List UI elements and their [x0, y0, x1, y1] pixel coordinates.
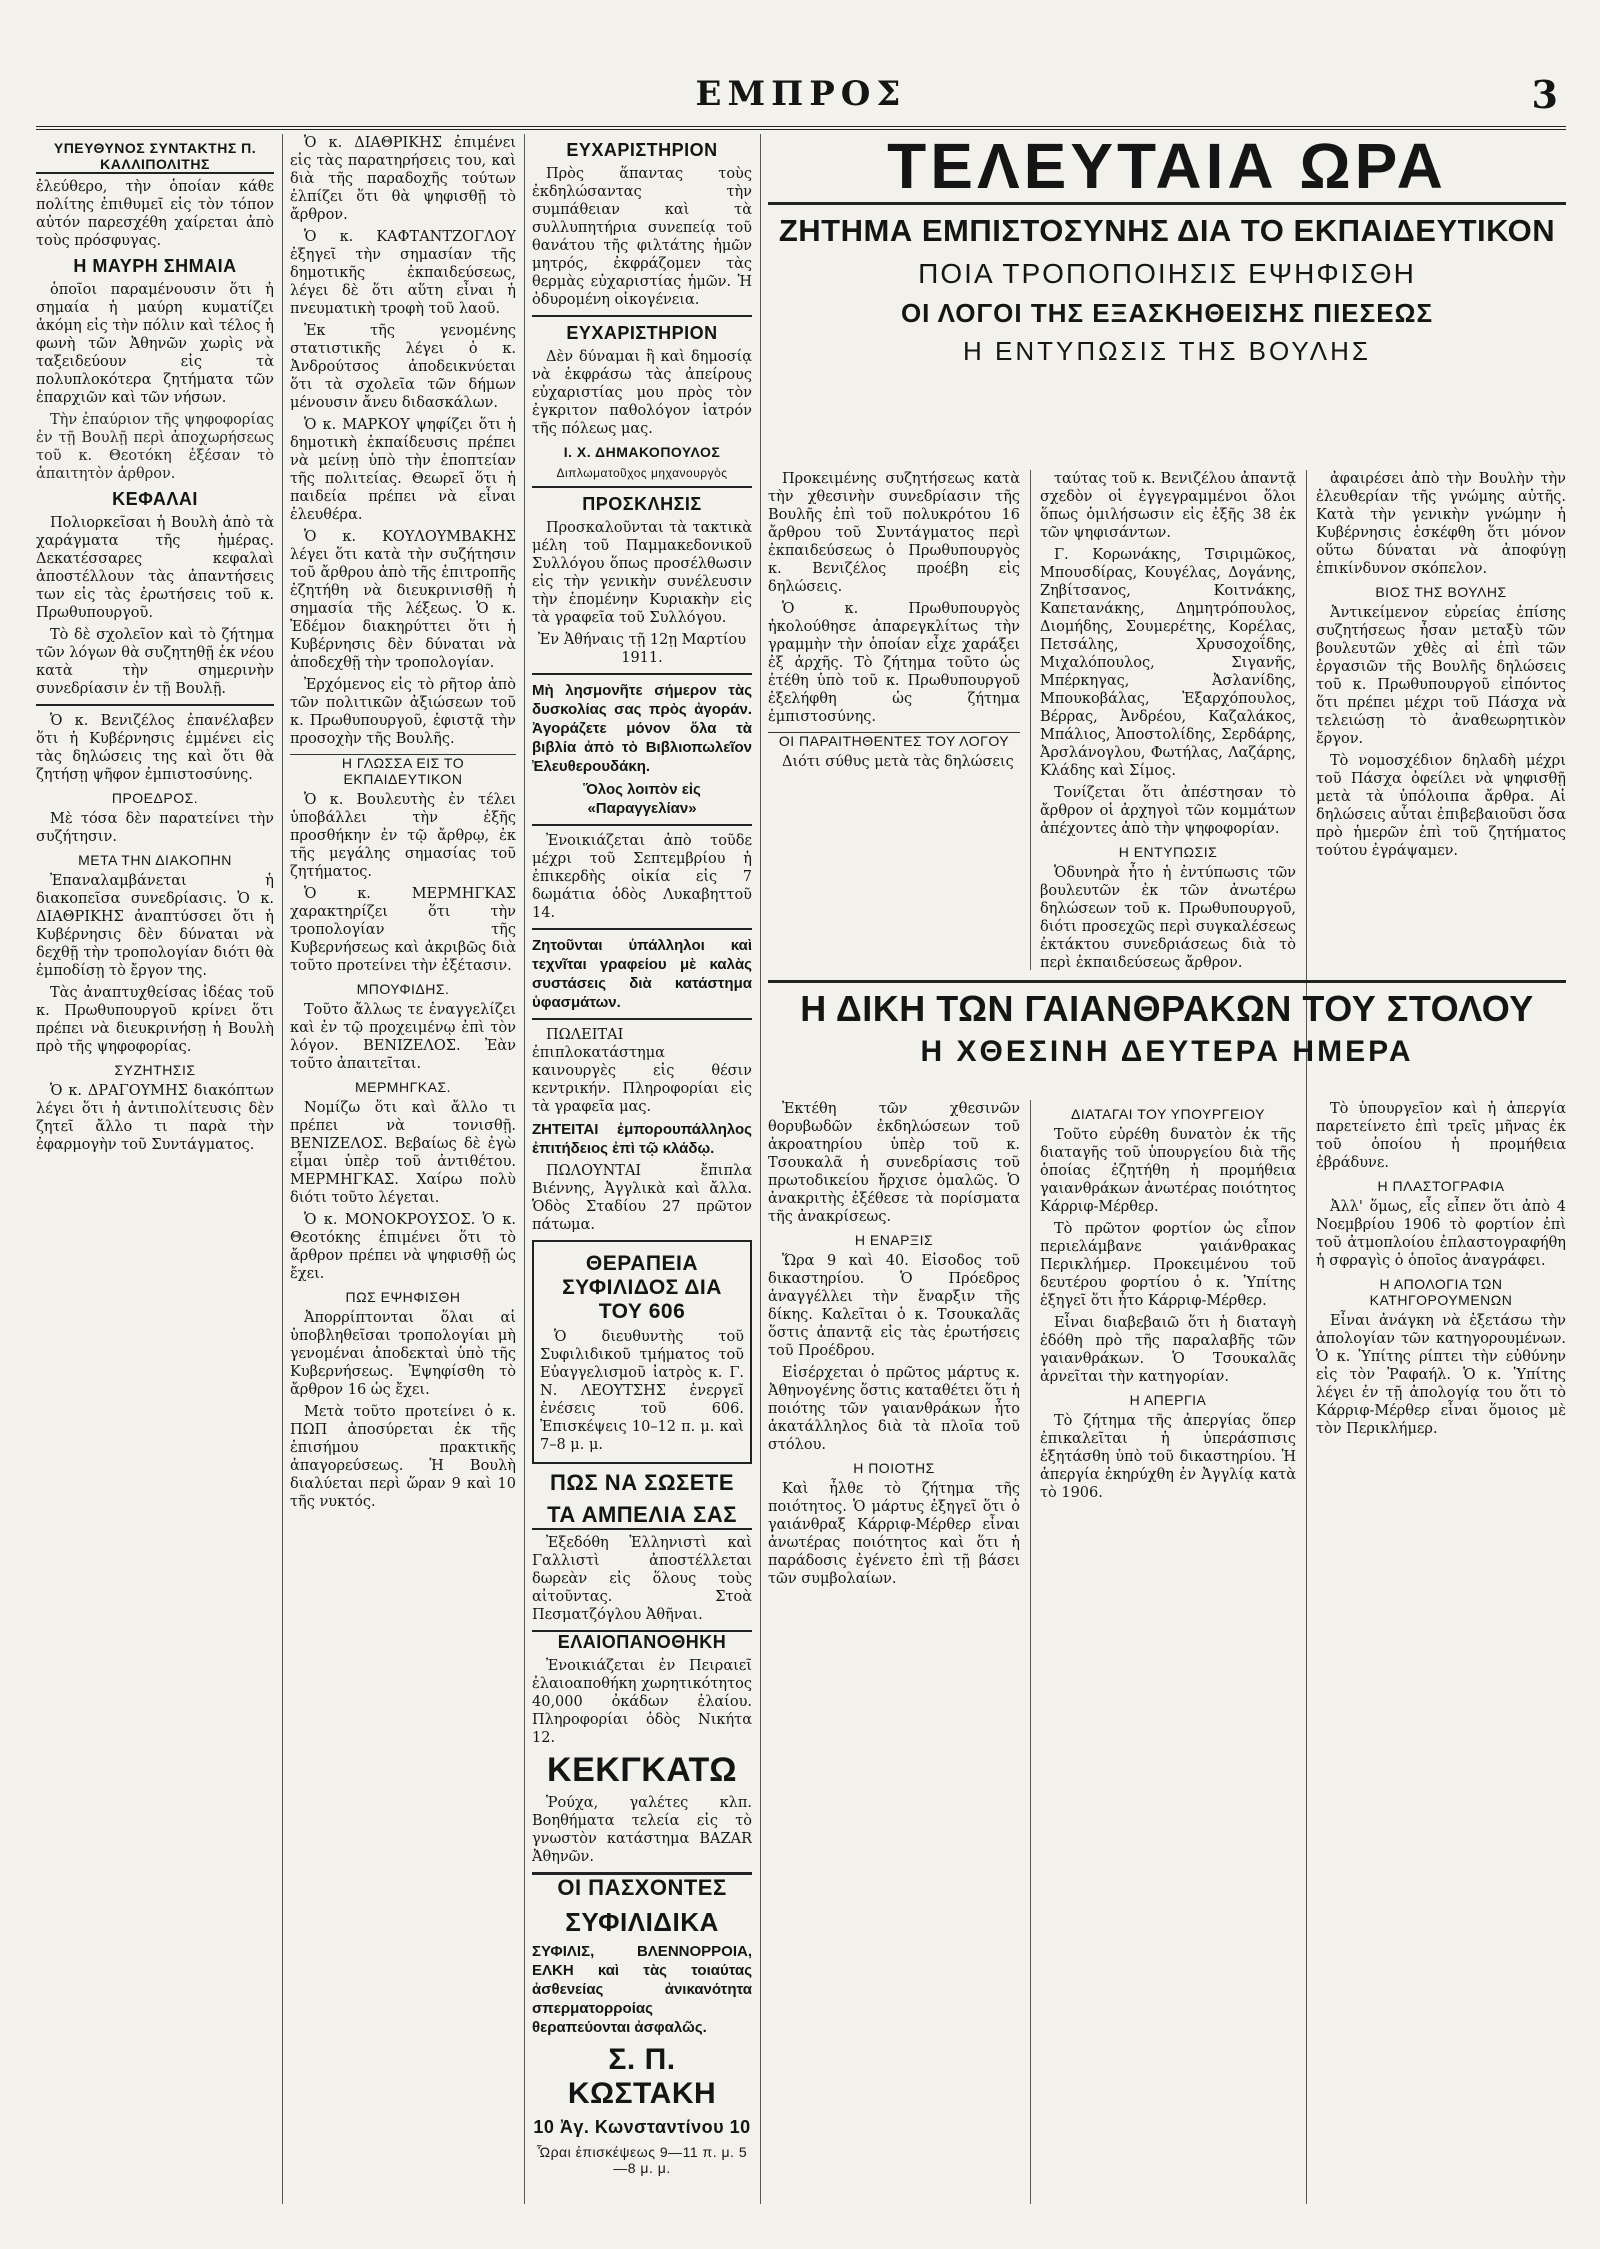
column-3-ads [532, 134, 752, 2204]
headline-last-hour: ΤΕΛΕΥΤΑΙΑ ΩΡΑ [768, 134, 1566, 205]
headline-coal-trial: Η ΔΙΚΗ ΤΩΝ ΓΑΙΑΝΘΡΑΚΩΝ ΤΟΥ ΣΤΟΛΟΥ [800, 988, 1534, 1029]
ad-text: Ζητοῦνται ὑπάλληλοι καὶ τεχνῖται γραφείου μὲ καλὰς συστάσεις διὰ κατάστημα ὑφασμάτων. [532, 937, 752, 1011]
column-rule [1030, 470, 1031, 970]
article-paragraph: Τονίζεται ὅτι ἀπέστησαν τὸ ἄρθρον οἱ ἀρχηγοὶ τῶν κομμάτων ἀπέχοντες ἀπὸ τὴν ψηφοφορίαν. [1040, 785, 1296, 837]
article-paragraph: Ἐρχόμενος εἰς τὸ ρῆτορ ἀπὸ τῶν πολιτικῶν ἀξιώσεων τοῦ κ. Πρωθυπουργοῦ, ἐφιστᾷ τὴν προσοχὴν τῆς Βουλῆς. [290, 677, 516, 747]
column-5 [1040, 470, 1296, 970]
notice-signature: Ι. Χ. ΔΗΜΑΚΟΠΟΥΛΟΣ [563, 444, 721, 460]
section-heading: ΚΕΦΑΛΑΙ [112, 489, 198, 509]
article-paragraph: Ἐκ τῆς γενομένης στατιστικῆς λέγει ὁ κ. Ἀνδρούτσος ἀποδεικνύεται ὅτι τὰ σχολεῖα τῶν δήμων μένουσιν ἄνευ διδασκάλων. [290, 323, 516, 411]
section-heading: Η ΠΛΑΣΤΟΓΡΑΦΙΑ [1377, 1178, 1505, 1194]
ad-heading: ΕΛΑΙΟΠΑΝΟΘΗΚΗ [532, 1630, 752, 1653]
article-paragraph: Πολιορκεῖσαι ἡ Βουλὴ ἀπὸ τὰ χαράγματα τῆς ἡμέρας. Δεκατέσσαρες κεφαλαὶ ἀποστέλλουν τὰς ἀπαντήσεις των εἰς τὰς ἐρωτήσεις τοῦ κ. Πρωθυπουργοῦ. [36, 515, 274, 621]
ad-heading: ΟΙ ΠΑΣΧΟΝΤΕΣ [532, 1872, 752, 1901]
notice-heading: ΕΥΧΑΡΙΣΤΗΡΙΟΝ [566, 323, 718, 343]
article-paragraph: Ὁ κ. ΚΑΦΤΑΝΤΖΟΓΛΟΥ ἐξηγεῖ τὴν σημασίαν τῆς δημοτικῆς ἐκπαιδεύσεως, λέγει δὲ ὅτι αὕτη εἶναι ἡ πνευματικὴ τροφὴ τοῦ λαοῦ. [290, 229, 516, 317]
section-heading: Η ΜΑΥΡΗ ΣΗΜΑΙΑ [73, 256, 237, 276]
article-paragraph: Τοῦτο εὑρέθη δυνατὸν ἐκ τῆς διαταγῆς τοῦ ὑπουργείου διὰ τῆς ὁποίας ἐζητήθη ἡ προμήθεια γαιανθράκων ἀνωτέρας ποιότητος Κάρριφ-Μέρθερ. [1040, 1127, 1296, 1215]
article-paragraph: Ὁδυνηρὰ ἦτο ἡ ἐντύπωσις τῶν βουλευτῶν ἐκ τῶν ἀνωτέρω δηλώσεων τοῦ κ. Πρωθυπουργοῦ, διότι προσεχῶς περὶ συγκαλέσεως ἐκτάκτου συνεδριάσεως διὰ τὸ περὶ ἐκπαιδεύσεως ἄρθρον. [1040, 865, 1296, 970]
notice-text: Πρὸς ἅπαντας τοὺς ἐκδηλώσαντας τὴν συμπάθειαν καὶ τὰ συλλυπητήρια συνεπείᾳ τοῦ θανάτου τῆς φιλτάτης ἡμῶν μητρός, ἐκφράζομεν τὰς θερμὰς εὐχαριστίας ἡμῶν. Ἡ ὀδυρομένη οἰκογένεια. [532, 166, 752, 308]
section-heading: ΔΙΑΤΑΓΑΙ ΤΟΥ ΥΠΟΥΡΓΕΙΟΥ [1071, 1106, 1265, 1122]
article-paragraph: ταύτας τοῦ κ. Βενιζέλου ἀπαντᾷ σχεδὸν οἱ ἐγγεγραμμένοι ὅλοι ὅπως ὁμιλήσωσιν εἰς ἐξῆς 38 ἐκ τῶν ψηφισάντων. [1040, 471, 1296, 541]
speaker-heading: ΠΡΟΕΔΡΟΣ. [111, 790, 199, 806]
ad-text: Ὅλος λοιπὸν εἰς «Παραγγελίαν» [583, 781, 701, 817]
column-rule [1306, 470, 1307, 2204]
last-hour-section [768, 130, 1566, 366]
section-heading: ΜΕΤΑ ΤΗΝ ΔΙΑΚΟΠΗΝ [78, 852, 232, 868]
article-paragraph: Ὁ κ. ΚΟΥΛΟΥΜΒΑΚΗΣ λέγει ὅτι κατὰ τὴν συζήτησιν τοῦ ἄρθρου ἀπὸ τῆς ἐπιτροπῆς ἐζητήθη νὰ διευκρινισθῇ ἡ σημασία τῆς λέξεως. Ὁ κ. Ἐδέμον διακηρύττει ὅτι ἡ Κυβέρνησις δὲν δύναται νὰ ἀποδεχθῇ τὴν τροπολογίαν. [290, 529, 516, 671]
article-paragraph: Τὸ πρῶτον φορτίον ὡς εἶπον περιελάμβανε γαιάνθρακας Περικλήμερ. Προκειμένου τοῦ δευτέρου φορτίου ὁ κ. Ὑπίτης ἐξηγεῖ ὅτι ἦτο Κάρριφ-Μέρθερ. [1040, 1221, 1296, 1309]
ad-text: Ἐνοικιάζεται ἀπὸ τοῦδε μέχρι τοῦ Σεπτεμβρίου ἡ ἐπικερδὴς οἰκία εἰς 7 δωμάτια ὁδὸς Λυκαβηττοῦ 14. [532, 833, 752, 921]
article-paragraph: Τὸ νομοσχέδιον δηλαδὴ μέχρι τοῦ Πάσχα ὀφείλει νὰ ψηφισθῇ μετὰ τὰ ὑπόλοιπα ἄρθρα. Αἱ δηλώσεις αὗται ἐπιβεβαιοῦσι ὅσα πρὸ ἡμερῶν ἐπὶ τοῦ ζητήματος τούτου ἐγράψαμεν. [1316, 753, 1566, 859]
masthead [36, 68, 1566, 130]
newspaper-name: ΕΜΠΡΟΣ [695, 74, 907, 114]
article-paragraph: Τὸ ζήτημα τῆς ἀπεργίας ὅπερ ἐπικαλεῖται ἡ ὑπεράσπισις ἐξητάσθη ὑπὸ τοῦ δικαστηρίου. Ἡ ἀπεργία ἐκηρύχθη ἐν Ἀγγλίᾳ κατὰ τὸ 1906. [1040, 1413, 1296, 1501]
column-rule [1030, 1100, 1031, 2204]
article-paragraph: Ἀντικείμενον εὐρείας ἐπίσης συζητήσεως ἦσαν μεταξὺ τῶν βουλευτῶν χθὲς αἱ ἐπὶ τῶν ἐργασιῶν τῆς Βουλῆς δηλώσεις τοῦ κ. Πρωθυπουργοῦ εἰπόντος ὅτι πρέπει μέχρι τοῦ Πάσχα νὰ τελειώσῃ τὸ ἀναθεωρητικὸν ἔργον. [1316, 605, 1566, 747]
section-heading: Η ΕΝΤΥΠΩΣΙΣ [1118, 844, 1218, 860]
notice-date: Ἐν Ἀθήναις τῇ 12ῃ Μαρτίου 1911. [537, 632, 747, 666]
ad-address: 10 Ἀγ. Κωνσταντίνου 10 [533, 2117, 751, 2137]
column-5-lower [1040, 1100, 1296, 2204]
headline-which-amendment: ΠΟΙΑ ΤΡΟΠΟΠΟΙΗΣΙΣ ΕΨΗΦΙΣΘΗ [918, 258, 1416, 289]
section-heading: ΒΙΟΣ ΤΗΣ ΒΟΥΛΗΣ [1375, 584, 1507, 600]
ad-heading: ΘΕΡΑΠΕΙΑ ΣΥΦΙΛΙΔΟΣ ΔΙΑ ΤΟΥ 606 [562, 1252, 722, 1323]
article-paragraph: Μετὰ τοῦτο προτείνει ὁ κ. ΠΩΠ ἀποσύρεται ἐκ τῆς ἐπισήμου πρακτικῆς ἀπαγορεύσεως. Ἡ Βουλὴ διαλύεται περὶ ὥραν 9 καὶ 10 τῆς νυκτός. [290, 1404, 516, 1510]
ad-hours: Ὧραι ἐπισκέψεως 9—11 π. μ. 5—8 μ. μ. [536, 2144, 748, 2176]
column-rule [282, 134, 283, 2204]
section-heading: Η ΑΠΕΡΓΙΑ [1129, 1392, 1207, 1408]
ad-text: ΠΩΛΕΙΤΑΙ ἐπιπλοκατάστημα καινουργὲς εἰς θέσιν κεντρικήν. Πληροφορίαι εἰς τὰ γραφεῖα μας. [532, 1027, 752, 1115]
article-paragraph: Μὲ τόσα δὲν παρατείνει τὴν συζήτησιν. [36, 811, 274, 845]
article-paragraph: Τὸ δὲ σχολεῖον καὶ τὸ ζήτημα τῶν λόγων θὰ συζητηθῇ ἐκ νέου κατὰ τὴν σημερινὴν συνεδρίασιν ἐν τῇ Βουλῇ. [36, 627, 274, 697]
article-paragraph: Ὁ κ. Πρωθυπουργὸς ἠκολούθησε ἀπαρεγκλίτως τὴν γραμμὴν τὴν ὁποίαν εἶχε χαράξει ἐξ ἀρχῆς. Τὸ ζήτημα τοῦτο ὡς ἐτέθη ὑπὸ τοῦ κ. Πρωθυπουργοῦ ἐξελήφθη ὡς ζήτημα ἐμπιστοσύνης. [768, 601, 1020, 725]
article-paragraph: Ὁ κ. ΔΡΑΓΟΥΜΗΣ διακόπτων λέγει ὅτι ἡ ἀντιπολίτευσις δὲν ζητεῖ ἄλλο τι παρὰ τὴν ἐφαρμογὴν τοῦ Συντάγματος. [36, 1083, 274, 1153]
article-paragraph: Ὁ κ. ΜΑΡΚΟΥ ψηφίζει ὅτι ἡ δημοτικὴ ἐκπαίδευσις πρέπει νὰ μείνῃ ὑπὸ τὴν ἐποπτείαν τῆς πολιτείας. Θεωρεῖ ὅτι ἡ παιδεία πρέπει νὰ εἶναι ἐλευθέρα. [290, 417, 516, 523]
ad-heading: Σ. Π. ΚΩΣΤΑΚΗ [567, 2043, 717, 2110]
article-paragraph: Τὴν ἐπαύριον τῆς ψηφοφορίας ἐν τῇ Βουλῇ περὶ ἀποχωρήσεως τοῦ κ. Θεοτόκη ἐξέσαν τὸ ἀπαιτητὸν ἀρθρον. [36, 412, 274, 482]
column-rule [524, 134, 525, 2204]
ad-heading: ΣΥΦΙΛΙΔΙΚΑ [565, 1907, 719, 1937]
article-paragraph: Τοῦτο ἄλλως τε ἐναγγελίζει καὶ ἐν τῷ προχειμένῳ ἐπὶ τὸν λόγον. ΒΕΝΙΖΕΛΟΣ. Ἐὰν τοῦτο ἀπαιτεῖται. [290, 1002, 516, 1072]
article-paragraph: Ὁ κ. ΔΙΑΘΡΙΚΗΣ ἐπιμένει εἰς τὰς παρατηρήσεις του, καὶ διὰ τῆς παραδοχῆς τούτων ἐλπίζει ὅτι θὰ ψηφισθῇ τὸ ἄρθρον. [290, 135, 516, 223]
page-number: 3 [1531, 72, 1558, 117]
article-paragraph: ἐλεύθερο, τὴν ὁποίαν κάθε πολίτης ἐπιθυμεῖ εἰς τὸν τόπον αὐτόν παρεσχέθη χαίρεται ἀπὸ τοὺς πρόσφυγας. [36, 179, 274, 249]
column-4-lower [768, 1100, 1020, 2204]
article-paragraph: Εἶναι ἀνάγκη νὰ ἐξετάσω τὴν ἀπολογίαν τῶν κατηγορουμένων. Ὁ κ. Ὑπίτης ρίπτει τὴν εὐθύνην εἰς τὸν Ῥαφαήλ. Ὁ κ. Ὑπίτης λέγει ἐν τῇ ἀπολογίᾳ του ὅτι τὸ Κάρριφ-Μέρθερ εἶναι ὅμοιος μὲ τὸν Περικλήμερ. [1316, 1313, 1566, 1437]
ad-heading: ΠΩΣ ΝΑ ΣΩΣΕΤΕ [549, 1470, 735, 1495]
notice-signature-title: Διπλωματοῦχος μηχανουργὸς [556, 466, 728, 480]
ad-heading: ΤΑ ΑΜΠΕΛΙΑ ΣΑΣ [532, 1502, 752, 1530]
divider [532, 928, 752, 930]
article-paragraph: Ἐκτέθη τῶν χθεσινῶν θορυβωδῶν ἐκδηλώσεων τοῦ ἀκροατηρίου ὑπὲρ τοῦ κ. Τσουκαλᾶ ἡ συνεδρίασις τοῦ πρωτοδικείου ἤρχισε ὁμαλῶς. Ὁ ἀνακριτὴς ἐξέθεσε τὰ πορίσματα τῆς ἀνακρίσεως. [768, 1101, 1020, 1225]
ad-text: ΖΗΤΕΙΤΑΙ ἐμπορουπάλληλος ἐπιτήδειος ἐπὶ τῷ κλάδῳ. [532, 1121, 752, 1157]
ad-box [532, 1240, 752, 1464]
section-heading: ΟΙ ΠΑΡΑΙΤΗΘΕΝΤΕΣ ΤΟΥ ΛΟΓΟΥ [768, 732, 1020, 749]
ad-text: ΠΩΛΟΥΝΤΑΙ ἔπιπλα Βιέννης, Ἀγγλικὰ καὶ ἄλλα. Ὁδὸς Σταδίου 27 πρῶτον πάτωμα. [532, 1163, 752, 1233]
speaker-heading: ΜΕΡΜΗΓΚΑΣ. [354, 1079, 452, 1095]
section-heading: Η ΑΠΟΛΟΓΙΑ ΤΩΝ ΚΑΤΗΓΟΡΟΥΜΕΝΩΝ [1369, 1276, 1513, 1308]
column-rule [760, 134, 761, 2204]
article-paragraph: Ἐπαναλαμβάνεται ἡ διακοπεῖσα συνεδρίασις. Ὁ κ. ΔΙΑΘΡΙΚΗΣ ἀναπτύσσει ὅτι ἡ Κυβέρνησις δὲν δύναται νὰ δεχθῇ τὴν τροπολογίαν διότι θὰ ἐμποδίσῃ τὸ ἔργον της. [36, 873, 274, 979]
column-2 [290, 134, 516, 2204]
speaker-heading: ΜΠΟΥΦΙΔΗΣ. [356, 981, 450, 997]
divider [36, 704, 274, 706]
article-paragraph: Ὁ κ. Βενιζέλος ἐπανέλαβεν ὅτι ἡ Κυβέρνησις ἐμμένει εἰς τὰς δηλώσεις της καὶ ὅτι θὰ ζητήσῃ ψῆφον ἐμπιστοσύνης. [36, 713, 274, 783]
section-heading: ΣΥΖΗΤΗΣΙΣ [114, 1062, 196, 1078]
article-paragraph: Καὶ ἦλθε τὸ ζήτημα τῆς ποιότητος. Ὁ μάρτυς ἐξηγεῖ ὅτι ὁ γαιάνθραξ Κάρριφ-Μέρθερ εἶναι ἀνωτέρας ποιότητος καὶ ὅτι ἡ παράδοσις ἐγένετο ἐπὶ τῇ βάσει τῶν συμβολαίων. [768, 1481, 1020, 1587]
article-paragraph: Τὸ ὑπουργεῖον καὶ ἡ ἀπεργία παρετείνετο ἐπὶ τρεῖς μῆνας ἐκ τοῦ ὁποίου ἡ προμήθεια ἐβράδυνε. [1316, 1101, 1566, 1171]
article-paragraph: ὁποῖοι παραμένουσιν ὅτι ἡ σημαία ἡ μαύρη κυματίζει ἀκόμη εἰς τὴν πόλιν καὶ τέλος ἡ φωνὴ τῶν Ἀθηνῶν χωρὶς νὰ ταξειδεύουν εἰς τὰ πολυπλοκότερα ζητήματα τῶν ἐπαρχιῶν καὶ τῶν νήσων. [36, 282, 274, 406]
article-paragraph: Ἀπορρίπτονται ὅλαι αἱ ὑποβληθεῖσαι τροπολογίαι μὴ γενομέναι ἀποδεκταὶ ὑπὸ τῆς Κυβερνήσεως. Ἐψηφίσθη τὸ ἄρθρον 16 ὡς ἔχει. [290, 1310, 516, 1398]
section-heading: ΠΩΣ ΕΨΗΦΙΣΘΗ [345, 1289, 461, 1305]
article-paragraph: Τὰς ἀναπτυχθείσας ἰδέας τοῦ κ. Πρωθυπουργοῦ κρίνει ὅτι πρέπει νὰ διευκρινήσῃ ἡ Βουλὴ πρὸ τῆς ψηφοφορίας. [36, 985, 274, 1055]
divider [532, 824, 752, 826]
article-paragraph: Ὁ κ. Βουλευτὴς ἐν τέλει ὑποβάλλει τὴν ἐξῆς προσθήκην ἐν τῷ ἄρθρῳ, ἐκ τῆς μεγάλης σημασίας τοῦ ζητήματος. [290, 792, 516, 880]
notice-heading: ΕΥΧΑΡΙΣΤΗΡΙΟΝ [566, 140, 718, 160]
article-paragraph: Ὁ κ. ΜΟΝΟΚΡΟΥΣΟΣ. Ὁ κ. Θεοτόκης ἐπιμένει ὅτι τὸ ἄρθρον πρέπει νὰ ψηφισθῇ ὡς ἔχει. [290, 1212, 516, 1282]
headline-trust-issue: ΖΗΤΗΜΑ ΕΜΠΙΣΤΟΣΥΝΗΣ ΔΙΑ ΤΟ ΕΚΠΑΙΔΕΥΤΙΚΟΝ [778, 213, 1556, 248]
headline-impression: Η ΕΝΤΥΠΩΣΙΣ ΤΗΣ ΒΟΥΛΗΣ [963, 336, 1371, 366]
headline-second-day: Η ΧΘΕΣΙΝΗ ΔΕΥΤΕΡΑ ΗΜΕΡΑ [920, 1035, 1414, 1068]
divider [532, 673, 752, 675]
article-paragraph: Ὥρα 9 καὶ 40. Εἰσοδος τοῦ δικαστηρίου. Ὁ Πρόεδρος ἀναγγέλλει τὴν ἔναρξιν τῆς δίκης. Καλεῖται ὁ κ. Τσουκαλᾶς ὅστις ἀπαντᾷ εἰς τὰς ἐρωτήσεις τοῦ Προέδρου. [768, 1253, 1020, 1359]
column-4 [768, 470, 1020, 970]
ad-text: Ὁ διευθυντὴς τοῦ Συφιλιδικοῦ τμήματος τοῦ Εὐαγγελισμοῦ ἰατρὸς κ. Γ. Ν. ΛΕΟΥΤΣΗΣ ἐνεργεῖ ἐνέσεις τοῦ 606. Ἐπισκέψεις 10–12 π. μ. καὶ 7–8 μ. μ. [540, 1329, 744, 1453]
divider [532, 486, 752, 488]
ad-text: ΣΥΦΙΛΙΣ, ΒΛΕΝΝΟΡΡΟΙΑ, ΕΛΚΗ καὶ τὰς τοιαύτας ἀσθενείας ἀνικανότητα σπερματορροίας θεραπεύονται ἀσφαλῶς. [532, 1943, 752, 2036]
responsible-editor: ΥΠΕΥΘΥΝΟΣ ΣΥΝΤΑΚΤΗΣ Π. ΚΑΛΛΙΠΟΛΙΤΗΣ [36, 140, 274, 174]
column-1 [36, 134, 274, 2204]
article-paragraph: Εἶναι διαβεβαιῶ ὅτι ἡ διαταγὴ ἐδόθη πρὸ τῆς παραλαβῆς τῶν γαιανθράκων. Ὁ Τσουκαλᾶς ἀρνεῖται τὴν κατηγορίαν. [1040, 1315, 1296, 1385]
section-heading: Η ΠΟΙΟΤΗΣ [853, 1460, 935, 1476]
article-paragraph: Διότι σύθυς μετὰ τὰς δηλώσεις [782, 754, 1014, 770]
ad-text: Ἐξεδόθη Ἑλληνιστὶ καὶ Γαλλιστὶ ἀποστέλλεται δωρεὰν εἰς ὅλους τοὺς αἰτοῦντας. Στοὰ Πεσματζόγλου Ἀθῆναι. [532, 1535, 752, 1623]
notice-text: Δὲν δύναμαι ἢ καὶ δημοσίᾳ νὰ ἐκφράσω τὰς ἀπείρους εὐχαριστίας μου πρὸς τὸν ἐγκριτον παθολόγον ἰατρόν τῆς πόλεως μας. [532, 349, 752, 437]
article-paragraph: Προκειμένης συζητήσεως κατὰ τὴν χθεσινὴν συνεδρίασιν τῆς Βουλῆς ἐπὶ τοῦ πολυκρότου 16 ἄρθρου τοῦ Συντάγματος περὶ ἐκπαιδεύσεως ὁ Πρωθυπουργὸς κ. Βενιζέλος προέβη εἰς δηλώσεις. [768, 471, 1020, 595]
coal-trial-headline [768, 980, 1566, 1093]
article-paragraph: Γ. Κορωνάκης, Τσιριμῶκος, Μπουσδίρας, Κουγέλας, Δογάνης, Ζηβίτσανος, Κοιτνάκης, Καπετανάκης, Δημητρόπουλος, Διομήδης, Σουμερέτης, Κορέλας, Πετσάλης, Χρυσοχοΐδης, Μιχαλόπουλος, Σιγανῆς, Μπέρκηγας, Ἀσλανίδης, Μπουκοβάλας, Ἐξαρχόπουλος, Βέρρας, Ἀνδρέου, Καζαλάκος, Μπάλιος, Ἀποστολίδης, Σερδάρης, Ἀρσλάνογλου, Φωτήλας, Λαζάρης, Κλάδης καὶ Σίμος. [1040, 547, 1296, 779]
ad-heading: ΚΕΚΓΚΑΤΩ [547, 1751, 737, 1789]
article-paragraph: Ἀλλ' ὅμως, εἶς εἶπεν ὅτι ἀπὸ 4 Νοεμβρίου 1906 τὸ φορτίον ἐπὶ τοῦ ἀτμοπλοίου ἐπλαστογραφήθη ἡ σφραγὶς ὁ ὁποῖος ἀναγράφει. [1316, 1199, 1566, 1269]
section-heading: Η ΕΝΑΡΞΙΣ [854, 1232, 934, 1248]
ad-text: Ἐνοικιάζεται ἐν Πειραιεῖ ἐλαιοαποθήκη χωρητικότητος 40,000 ὀκάδων ἐλαίου. Πληροφορίαι ὁδὸς Νικήτα 12. [532, 1658, 752, 1746]
article-paragraph: Ὁ κ. ΜΕΡΜΗΓΚΑΣ χαρακτηρίζει ὅτι τὴν τροπολογίαν τῆς Κυβερνήσεως καὶ ἀκριβῶς διὰ τοῦτο προτείνει τὴν ἐξέτασιν. [290, 886, 516, 974]
article-paragraph: Νομίζω ὅτι καὶ ἄλλο τι πρέπει νὰ τονισθῇ. ΒΕΝΙΖΕΛΟΣ. Βεβαίως δὲ ἐγὼ εἶμαι ὑπὲρ τοῦ ἀντιθέτου. ΜΕΡΜΗΓΚΑΣ. Χαίρω πολὺ διότι τοῦτο λέγεται. [290, 1100, 516, 1206]
divider [532, 315, 752, 317]
notice-text: Προσκαλοῦνται τὰ τακτικὰ μέλη τοῦ Παμμακεδονικοῦ Συλλόγου ὅπως προσέλθωσιν εἰς τὴν γενικὴν συνέλευσιν τὴν ἑπομένην Κυριακὴν εἰς τὰ γραφεῖα τοῦ Συλλόγου. [532, 520, 752, 626]
ad-text: Μὴ λησμονῆτε σήμερον τὰς δυσκολίας σας πρὸς ἀγοράν. Ἀγοράζετε μόνον ὅλα τὰ βιβλία ἀπὸ τὸ Βιβλιοπωλεῖον Ἐλευθερουδάκη. [532, 682, 752, 775]
headline-reasons-pressure: ΟΙ ΛΟΓΟΙ ΤΗΣ ΕΞΑΣΚΗΘΕΙΣΗΣ ΠΙΕΣΕΩΣ [900, 298, 1434, 328]
column-6 [1316, 470, 1566, 970]
divider [532, 1018, 752, 1020]
section-heading: Η ΓΛΩΣΣΑ ΕΙΣ ΤΟ ΕΚΠΑΙΔΕΥΤΙΚΟΝ [290, 754, 516, 787]
column-6-lower [1316, 1100, 1566, 2204]
ad-text: Ῥούχα, γαλέτες κλπ. Βοηθήματα τελεία εἰς τὸ γνωστὸν κατάστημα BAZAR Ἀθηνῶν. [532, 1795, 752, 1865]
article-paragraph: ἀφαιρέσει ἀπὸ τὴν Βουλὴν τὴν ἐλευθερίαν τῆς γνώμης αὐτῆς. Κατὰ τὴν γενικὴν γνώμην ἡ Κυβέρνησις ἐσκέφθη ὅτι μόνον οὕτω δύναται νὰ ἀποφύγῃ ἐπικίνδυνον σκόπελον. [1316, 471, 1566, 577]
notice-heading: ΠΡΟΣΚΛΗΣΙΣ [582, 494, 702, 514]
article-paragraph: Εἰσέρχεται ὁ πρῶτος μάρτυς κ. Ἀθηνογένης ὅστις καταθέτει ὅτι ἡ ποιότης τῶν γαιανθράκων ἦτο ἀκατάλληλος διὰ τὰ πλοῖα τοῦ στόλου. [768, 1365, 1020, 1453]
